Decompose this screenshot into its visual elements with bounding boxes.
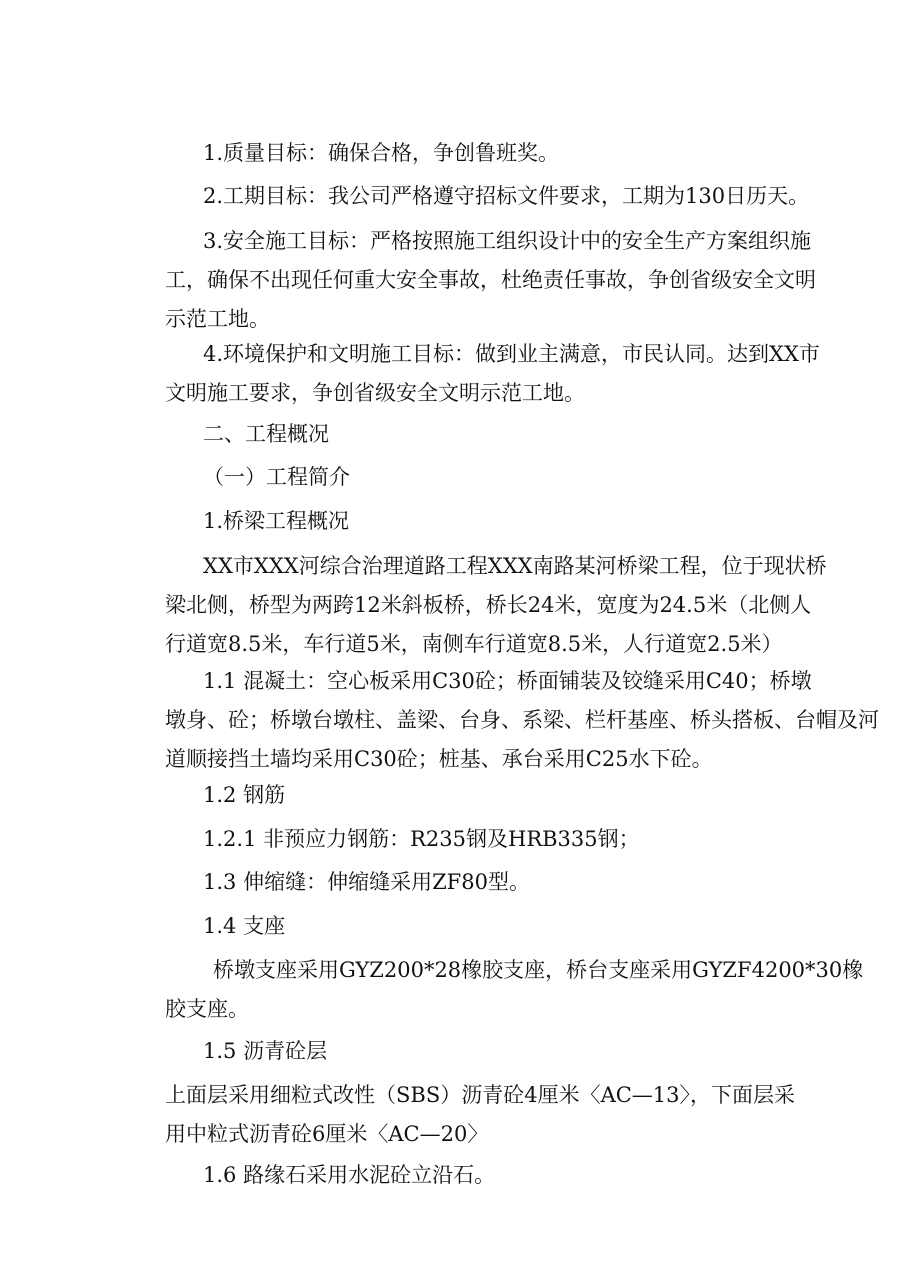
heading-rebar — [165, 776, 825, 815]
paragraph-concrete — [165, 662, 879, 779]
text-line: 胶支座。 — [165, 997, 249, 1021]
text-line: 桥墩支座采用GYZ200*28橡胶支座，桥台支座采用GYZF4200*30橡 — [213, 958, 864, 982]
paragraph-curb-stone — [165, 1156, 825, 1195]
paragraph-asphalt-description — [165, 1076, 825, 1154]
text-line: 1.桥梁工程概况 — [203, 509, 350, 533]
text-line: 用中粒式沥青砼6厘米〈AC—20〉 — [165, 1122, 489, 1146]
text-line: 文明施工要求，争创省级安全文明示范工地。 — [165, 381, 585, 405]
paragraph-non-prestressed-rebar — [165, 820, 825, 859]
heading-bearing — [165, 907, 825, 946]
text-line: 2.工期目标：我公司严格遵守招标文件要求，工期为130日历天。 — [203, 184, 810, 208]
paragraph-bridge-description — [165, 547, 825, 664]
text-line: 4.环境保护和文明施工目标：做到业主满意，市民认同。达到XX市 — [203, 342, 820, 366]
text-line: 行道宽8.5米，车行道5米，南侧车行道宽8.5米，人行道宽2.5米） — [165, 632, 783, 656]
paragraph-schedule-goal — [165, 177, 825, 216]
text-line: 3.安全施工目标：严格按照施工组织设计中的安全生产方案组织施 — [203, 229, 812, 253]
text-line: 1.2 钢筋 — [203, 783, 286, 807]
text-line: 1.2.1 非预应力钢筋：R235钢及HRB335钢； — [203, 827, 640, 851]
heading-asphalt-layer — [165, 1032, 825, 1071]
paragraph-expansion-joint — [165, 863, 825, 902]
paragraph-quality-goal — [165, 134, 825, 173]
text-line: 上面层采用细粒式改性（SBS）沥青砼4厘米〈AC—13〉，下面层采 — [165, 1083, 796, 1107]
text-line: XX市XXX河综合治理道路工程XXX南路某河桥梁工程，位于现状桥 — [203, 554, 827, 578]
text-line: 1.5 沥青砼层 — [203, 1039, 328, 1063]
text-line: 道顺接挡土墙均采用C30砼；桩基、承台采用C25水下砼。 — [165, 747, 713, 771]
text-line: 1.4 支座 — [203, 914, 286, 938]
text-line: 示范工地。 — [165, 307, 270, 331]
text-line: 二、工程概况 — [203, 422, 329, 446]
text-line: （一）工程简介 — [203, 465, 350, 489]
section-heading-project-overview — [165, 415, 825, 454]
paragraph-safety-goal — [165, 222, 825, 339]
subsection-heading-project-intro — [165, 458, 825, 497]
text-line: 1.6 路缘石采用水泥砼立沿石。 — [203, 1163, 496, 1187]
text-line: 1.质量目标：确保合格，争创鲁班奖。 — [203, 141, 560, 165]
paragraph-bearing-description — [165, 951, 864, 1029]
text-line: 1.1 混凝土：空心板采用C30砼；桥面铺装及铰缝采用C40；桥墩 — [203, 669, 812, 693]
text-line: 墩身、砼；桥墩台墩柱、盖梁、台身、系梁、栏杆基座、桥头搭板、台帽及河 — [165, 708, 879, 732]
paragraph-environment-goal — [165, 335, 825, 413]
text-line: 工，确保不出现任何重大安全事故，杜绝责任事故，争创省级安全文明 — [165, 268, 816, 292]
text-line: 1.3 伸缩缝：伸缩缝采用ZF80型。 — [203, 870, 530, 894]
heading-bridge-overview — [165, 502, 825, 541]
text-line: 梁北侧，桥型为两跨12米斜板桥，桥长24米，宽度为24.5米（北侧人 — [165, 593, 812, 617]
